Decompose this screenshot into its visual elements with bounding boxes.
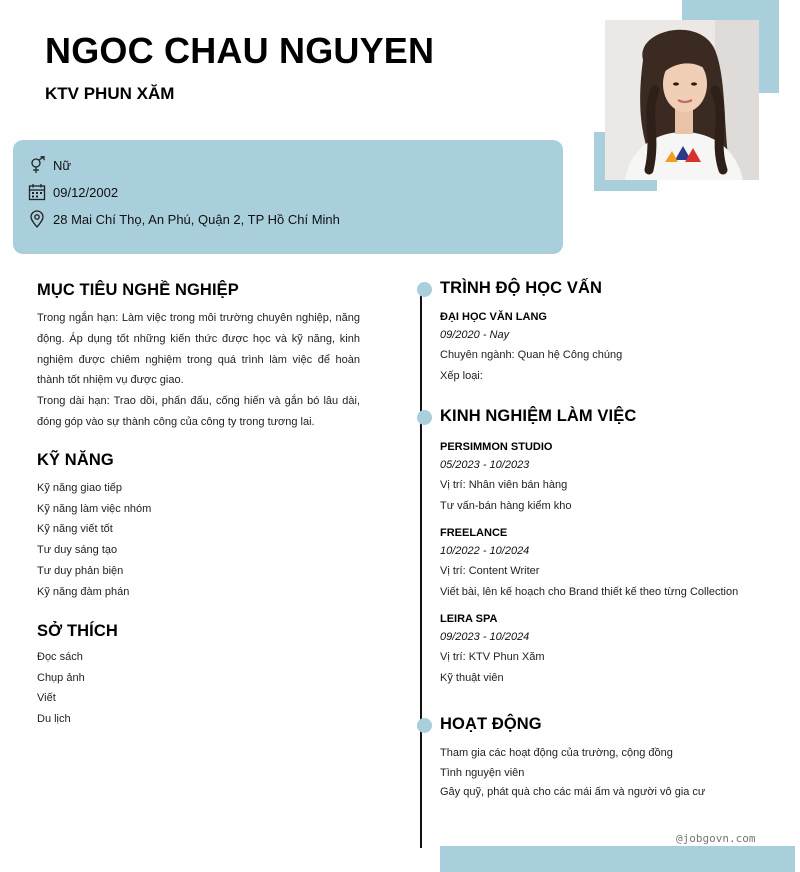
hobbies-title: SỞ THÍCH xyxy=(37,622,118,640)
skill-item: Tư duy phản biện xyxy=(37,564,124,577)
job-entry xyxy=(440,524,780,602)
job-period: 09/2023 - 10/2024 xyxy=(440,631,530,643)
gender-value: Nữ xyxy=(53,157,72,173)
objective-section xyxy=(37,281,360,433)
contact-gender-row xyxy=(28,155,71,175)
skill-item: Kỹ năng làm việc nhóm xyxy=(37,502,152,515)
education-rank: Xếp loại: xyxy=(440,369,483,382)
hobby-item: Viết xyxy=(37,692,56,705)
location-pin-icon xyxy=(28,210,46,228)
person-portrait-icon xyxy=(605,20,759,180)
job-role: Vị trí: Content Writer xyxy=(440,565,540,577)
job-org: LEIRA SPA xyxy=(440,613,498,625)
watermark: @jobgovn.com xyxy=(676,832,756,845)
objective-short-term: Trong ngắn hạn: Làm việc trong môi trường chuyên nghiệp, năng động. Áp dụng tốt những kiến thức được học và kỹ năng, kinh nghiệm được chiêm nghiệm trong quá trình làm việc để hoàn thành tốt nhiệm vụ được giao. xyxy=(37,312,360,387)
address-value: 28 Mai Chí Thọ, An Phú, Quận 2, TP Hồ Chí Minh xyxy=(53,211,340,227)
timeline-dot xyxy=(417,718,432,733)
skill-item: Kỹ năng giao tiếp xyxy=(37,482,123,494)
calendar-icon xyxy=(28,183,46,201)
education-period: 09/2020 - Nay xyxy=(440,329,510,341)
hobby-item: Du lịch xyxy=(37,713,71,726)
activity-item: Gây quỹ, phát quà cho các mái ấm và người vô gia cư xyxy=(440,786,706,798)
education-title: TRÌNH ĐỘ HỌC VẤN xyxy=(440,279,603,297)
education-major: Chuyên ngành: Quan hệ Công chúng xyxy=(440,349,623,361)
job-entry xyxy=(440,438,780,516)
timeline-dot xyxy=(417,282,432,297)
contact-address-row xyxy=(28,209,340,229)
skills-title: KỸ NĂNG xyxy=(37,451,114,469)
education-section xyxy=(440,279,780,386)
job-role: Vị trí: KTV Phun Xăm xyxy=(440,651,545,663)
experience-title: KINH NGHIỆM LÀM VIỆC xyxy=(440,407,637,425)
objective-title: MỤC TIÊU NGHỀ NGHIỆP xyxy=(37,281,239,299)
job-period: 05/2023 - 10/2023 xyxy=(440,459,530,471)
birthdate-value: 09/12/2002 xyxy=(53,184,119,200)
job-desc: Viết bài, lên kế hoạch cho Brand thiết kế theo từng Collection xyxy=(440,585,739,598)
candidate-name: NGOC CHAU NGUYEN xyxy=(45,30,435,71)
education-school: ĐẠI HỌC VĂN LANG xyxy=(440,311,547,323)
experience-section xyxy=(440,407,780,688)
hobbies-section xyxy=(37,622,360,730)
decor-block-bottom xyxy=(440,846,795,872)
skill-item: Tư duy sáng tạo xyxy=(37,544,118,557)
activities-title: HOẠT ĐỘNG xyxy=(440,715,542,733)
job-org: PERSIMMON STUDIO xyxy=(440,441,553,453)
job-desc: Kỹ thuật viên xyxy=(440,671,504,684)
job-org: FREELANCE xyxy=(440,527,508,539)
hobby-item: Đọc sách xyxy=(37,651,83,663)
activity-item: Tham gia các hoạt động của trường, cộng đồng xyxy=(440,747,673,759)
activity-item: Tình nguyện viên xyxy=(440,766,525,779)
gender-icon xyxy=(28,156,46,174)
timeline-line xyxy=(420,290,422,848)
job-period: 10/2022 - 10/2024 xyxy=(440,545,530,557)
contact-birthdate-row xyxy=(28,182,118,202)
job-title: KTV PHUN XĂM xyxy=(45,84,175,103)
activities-section xyxy=(440,715,780,803)
skills-section xyxy=(37,451,360,602)
hobby-item: Chụp ảnh xyxy=(37,671,85,684)
skill-item: Kỹ năng đàm phán xyxy=(37,585,130,598)
skill-item: Kỹ năng viết tốt xyxy=(37,523,113,536)
objective-long-term: Trong dài hạn: Trao dồi, phấn đấu, cống hiến và gắn bó lâu dài, đóng góp vào sự thành công của công ty trong tương lai. xyxy=(37,395,360,428)
contact-panel xyxy=(13,140,563,254)
job-role: Vị trí: Nhân viên bán hàng xyxy=(440,479,568,491)
profile-photo xyxy=(605,20,759,180)
timeline-dot xyxy=(417,410,432,425)
job-entry xyxy=(440,610,780,688)
job-desc: Tư vấn-bán hàng kiểm kho xyxy=(440,499,572,512)
